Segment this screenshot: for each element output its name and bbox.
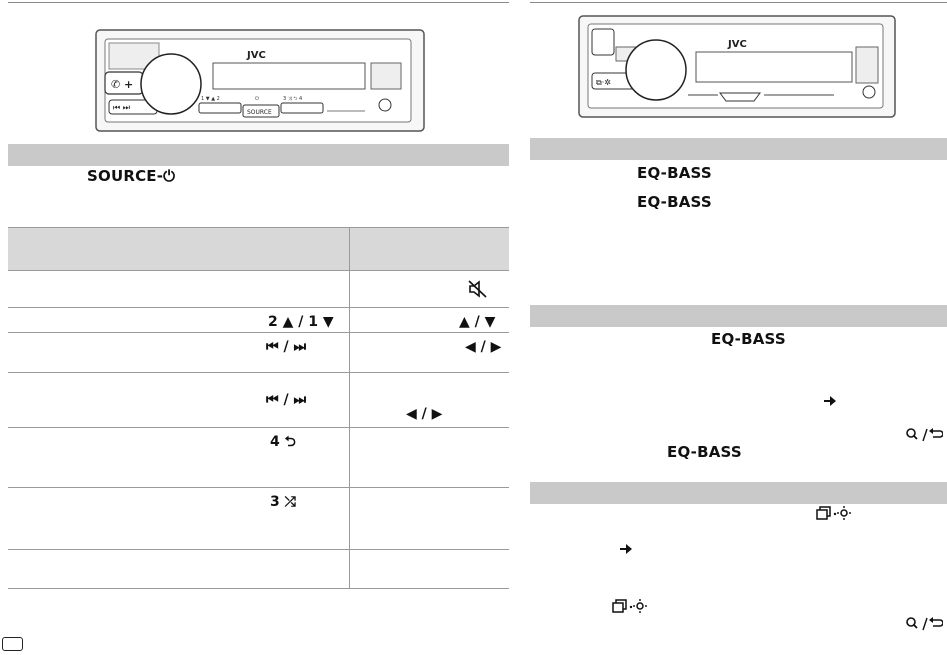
skip-keys: ⏮ / ⏭ bbox=[266, 392, 307, 408]
svg-text:⧉·✲: ⧉·✲ bbox=[596, 78, 611, 87]
right-section-header-bar-3 bbox=[530, 482, 947, 504]
arrow-right-icon bbox=[620, 541, 632, 559]
right-section-header-bar-2 bbox=[530, 305, 947, 327]
table-row-rule bbox=[8, 307, 509, 308]
search-back-icon bbox=[905, 616, 943, 637]
table-row-rule bbox=[8, 487, 509, 488]
source-power-key: SOURCE-⏻ bbox=[87, 167, 176, 185]
left-device-brand: JVC bbox=[247, 50, 266, 61]
eq-bass-key: EQ-BASS bbox=[637, 164, 712, 182]
skip-keys: ⏮ / ⏭ bbox=[266, 339, 307, 355]
page-number-box bbox=[2, 637, 23, 651]
svg-text:⏻: ⏻ bbox=[255, 96, 259, 102]
table-row-rule bbox=[8, 372, 509, 373]
top-rule-right bbox=[530, 2, 947, 3]
eq-bass-key: EQ-BASS bbox=[711, 330, 786, 348]
svg-text:✆ +: ✆ + bbox=[111, 78, 134, 91]
svg-text:⏮ ⏭: ⏮ ⏭ bbox=[113, 103, 130, 112]
right-section-header-bar-1 bbox=[530, 138, 947, 160]
table-row-rule bbox=[8, 270, 509, 271]
left-right-arrows: ◀ / ▶ bbox=[465, 339, 502, 355]
svg-text:1 ▼ ▲ 2: 1 ▼ ▲ 2 bbox=[201, 96, 220, 102]
table-bottom-rule bbox=[8, 588, 509, 589]
table-column-divider bbox=[349, 228, 350, 588]
top-rule-left bbox=[8, 2, 509, 3]
eq-bass-key: EQ-BASS bbox=[637, 193, 712, 211]
svg-text:3 ⤨ ⮌ 4: 3 ⤨ ⮌ 4 bbox=[283, 96, 303, 102]
mute-speaker-icon bbox=[468, 280, 488, 303]
arrow-right-icon bbox=[824, 393, 836, 411]
up-down-arrows: ▲ / ▼ bbox=[459, 314, 496, 330]
display-settings-icon bbox=[816, 505, 854, 526]
table-row-rule bbox=[8, 549, 509, 550]
table-row-rule bbox=[8, 427, 509, 428]
search-back-icon bbox=[905, 427, 943, 448]
repeat-key: 4 ⮌ bbox=[270, 434, 296, 450]
right-device-illustration bbox=[578, 15, 896, 118]
right-device-brand: JVC bbox=[728, 39, 747, 50]
left-right-arrows: ◀ / ▶ bbox=[406, 406, 443, 422]
table-header-fill bbox=[8, 228, 509, 270]
table-row-rule bbox=[8, 332, 509, 333]
display-settings-icon bbox=[612, 598, 650, 619]
preset-2-1-keys: 2 ▲ / 1 ▼ bbox=[268, 314, 334, 330]
volume-knob bbox=[141, 54, 201, 114]
left-device-illustration bbox=[95, 29, 425, 132]
source-button-label: SOURCE bbox=[247, 109, 272, 116]
eq-bass-key: EQ-BASS bbox=[667, 443, 742, 461]
shuffle-key: 3 ⤮ bbox=[270, 494, 296, 510]
left-section-header-bar bbox=[8, 144, 509, 166]
